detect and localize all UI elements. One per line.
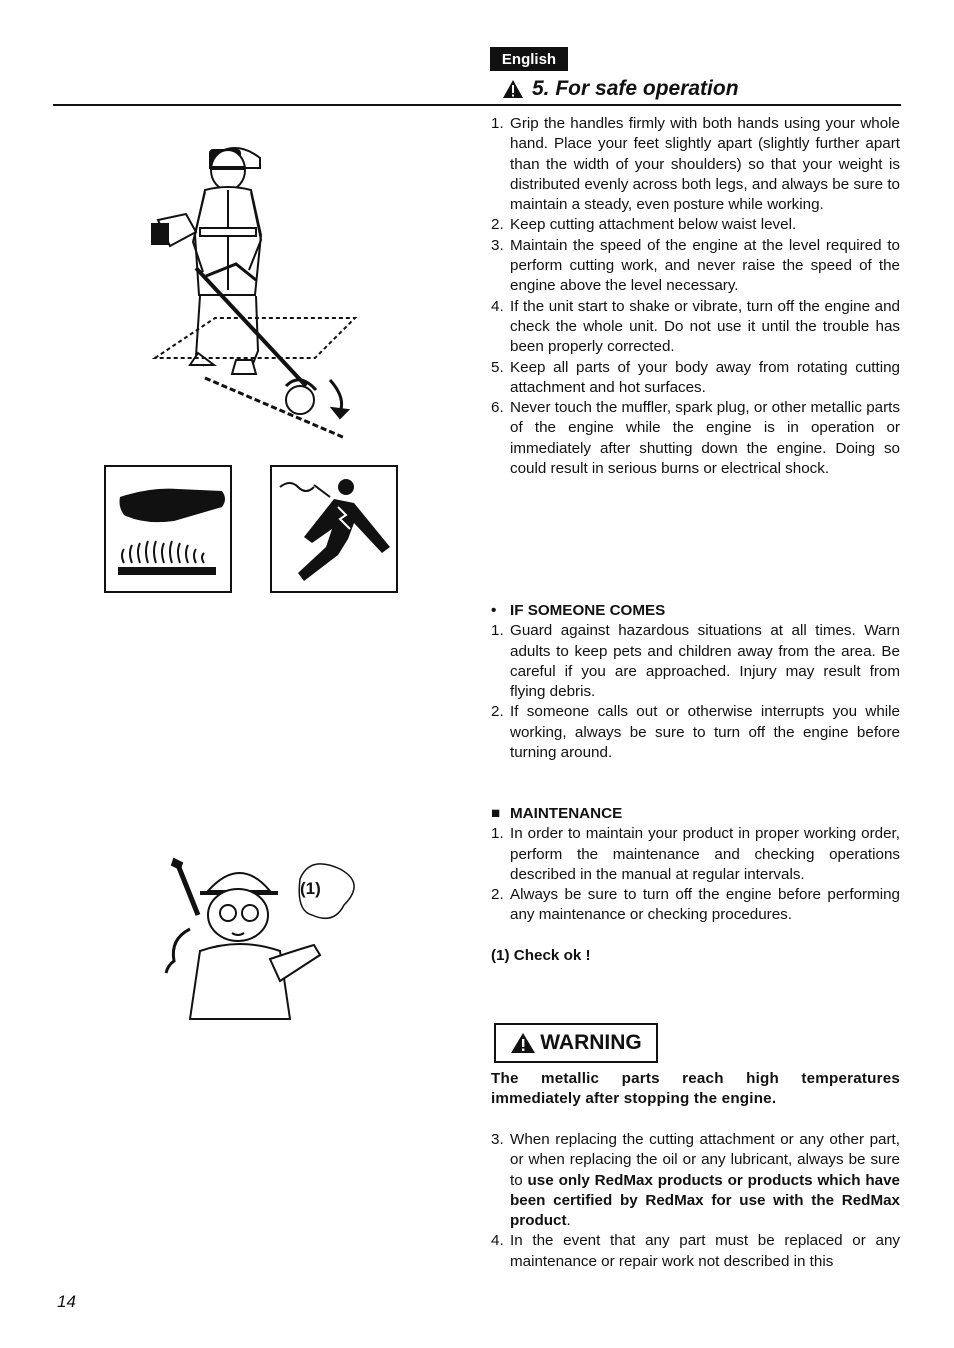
section-title-text: 5. For safe operation	[532, 77, 739, 100]
warning-box	[494, 1023, 658, 1063]
item-text	[510, 1130, 900, 1231]
warning-label: WARNING	[540, 1031, 642, 1054]
hot-surface-icon	[106, 467, 230, 591]
item-number: 3.	[491, 236, 504, 254]
item-text: Keep all parts of your body away from rotating cutting attachment and hot surfaces.	[510, 358, 900, 396]
item-text: Never touch the muffler, spark plug, or other metallic parts of the engine while the engine is in operation or immediately after shutting down the engine. Doing so could result in serious burns or electrical shock.	[510, 399, 900, 478]
bullet-icon: •	[491, 602, 497, 619]
maintenance-section	[491, 804, 900, 966]
maintenance-heading: MAINTENANCE	[510, 805, 623, 822]
callout-label: (1)	[300, 879, 321, 898]
mechanic-illustration	[160, 855, 360, 1020]
item-number: 2.	[491, 703, 504, 721]
item-number: 5.	[491, 358, 504, 376]
safe-operation-list	[491, 114, 900, 479]
list-item	[491, 358, 900, 399]
header-rule	[53, 104, 901, 106]
item-text: If the unit start to shake or vibrate, turn off the engine and check the whole unit. Do not use it until the trouble has been properly corrected.	[510, 297, 900, 356]
warning-triangle-icon	[510, 1032, 536, 1054]
warning-triangle-icon	[502, 79, 524, 99]
item-number: 4.	[491, 297, 504, 315]
item-text: Always be sure to turn off the engine before performing any maintenance or checking procedures.	[510, 886, 900, 924]
maintenance-continued	[491, 1130, 900, 1272]
list-item	[491, 885, 900, 926]
callout-note: (1) Check ok !	[491, 946, 591, 964]
item-number: 1.	[491, 115, 504, 132]
list-item	[491, 702, 900, 763]
item-text: In the event that any part must be replaced or any maintenance or repair work not described in this	[510, 1232, 900, 1270]
someone-comes-heading: IF SOMEONE COMES	[510, 602, 666, 619]
item-text: Maintain the speed of the engine at the level required to perform cutting work, and never raise the speed of the engine above the level necessary.	[510, 236, 900, 295]
item-number: 2.	[491, 216, 504, 234]
electric-shock-symbol	[270, 465, 398, 593]
warning-text-block	[491, 1069, 900, 1110]
hot-surface-symbol	[104, 465, 232, 593]
item-number: 3.	[491, 1131, 504, 1148]
item-text-emphasis: use only RedMax products or products which have been certified by RedMax for use with the RedMax product	[510, 1171, 900, 1230]
item-number: 2.	[491, 886, 504, 904]
list-item	[491, 236, 900, 297]
square-bullet-icon: ■	[491, 805, 501, 822]
list-item	[491, 824, 900, 885]
list-item	[491, 297, 900, 358]
item-number: 1.	[491, 825, 504, 843]
list-item	[491, 621, 900, 702]
electric-shock-icon	[272, 467, 396, 591]
someone-comes-section	[491, 601, 900, 763]
item-text-part: When replacing the cutting attachment or any other part, or when replacing the oil or any lubricant, always be sure to	[510, 1131, 900, 1189]
item-text: Guard against hazardous situations at all times. Warn adults to keep pets and children away from the area. Be careful if you are approached. Injury may result from flying debris.	[510, 622, 900, 701]
item-text: If someone calls out or otherwise interrupts you while working, always be sure to turn off the engine before turning around.	[510, 703, 900, 762]
list-item	[491, 1231, 900, 1272]
section-title	[502, 75, 739, 103]
item-text: Keep cutting attachment below waist level.	[510, 216, 797, 234]
item-text: In order to maintain your product in proper working order, perform the maintenance and checking operations described in the manual at regular intervals.	[510, 825, 900, 883]
operator-illustration	[150, 128, 360, 450]
item-number: 1.	[491, 622, 504, 640]
item-number: 6.	[491, 399, 504, 417]
list-item	[491, 215, 900, 235]
item-text-end: .	[566, 1212, 571, 1230]
warning-text: The metallic parts reach high temperatures immediately after stopping the engine.	[491, 1070, 900, 1108]
item-number: 4.	[491, 1232, 504, 1250]
list-item	[491, 398, 900, 479]
item-text: Grip the handles firmly with both hands using your whole hand. Place your feet slightly apart (slightly further apart than the width of your shoulders) so that your weight is distributed evenly across both legs, and always be sure to maintain a steady, even posture while working.	[510, 115, 900, 214]
list-item	[491, 1130, 900, 1231]
language-badge: English	[490, 47, 568, 71]
list-item	[491, 114, 900, 215]
page-number: 14	[57, 1292, 76, 1311]
